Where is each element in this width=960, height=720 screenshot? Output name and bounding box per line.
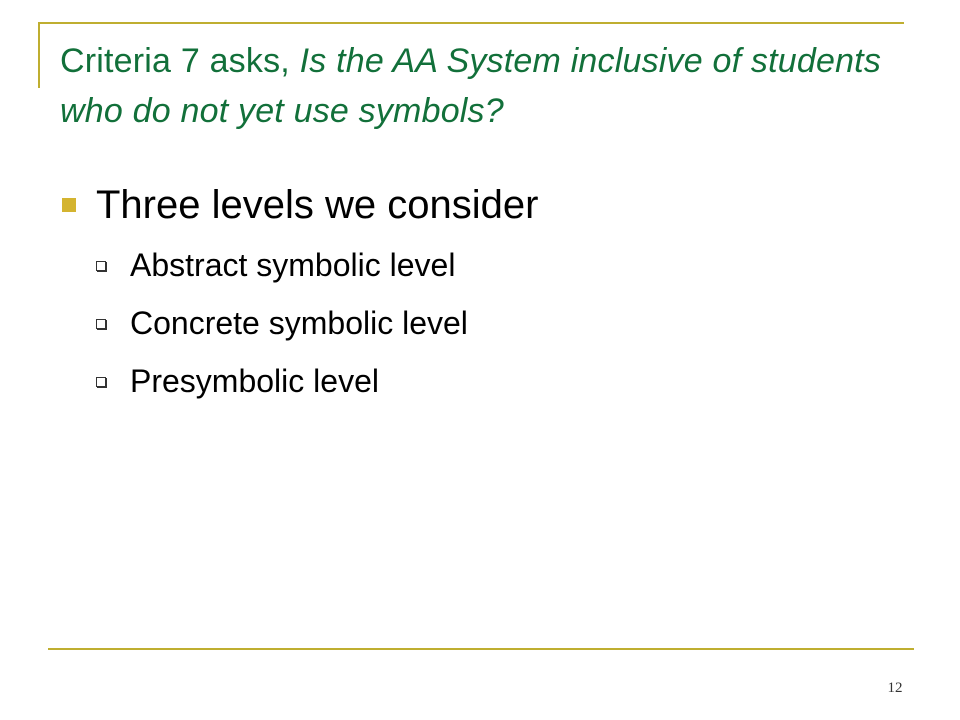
subbullet-item (96, 244, 896, 286)
subbullet-item (96, 302, 896, 344)
checkbox-bullet-icon (96, 319, 106, 329)
subbullet-text: Presymbolic level (130, 363, 379, 399)
bottom-rule (48, 648, 914, 650)
square-bullet-icon (62, 198, 76, 212)
subbullet-item (96, 360, 896, 402)
bullet-text: Three levels we consider (96, 183, 539, 227)
subbullet-text: Concrete symbolic level (130, 305, 468, 341)
title-question: Is the AA System inclusive of students who do not yet use symbols? (60, 42, 882, 130)
checkbox-bullet-icon (96, 261, 106, 271)
bullet-item (62, 180, 922, 232)
page-number: 12 (887, 680, 903, 696)
subbullet-text: Abstract symbolic level (130, 247, 456, 283)
checkbox-bullet-icon (96, 377, 106, 387)
title-prefix: Criteria 7 asks, (60, 42, 300, 80)
